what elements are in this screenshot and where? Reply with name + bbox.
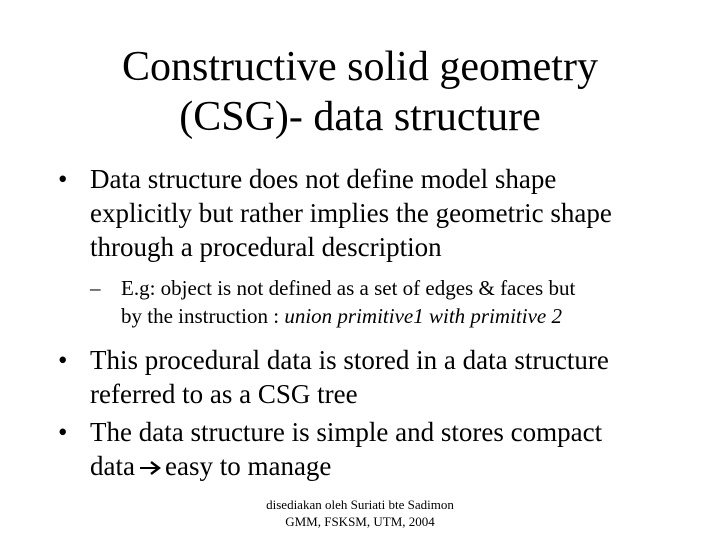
bullet-marker: •: [58, 164, 68, 194]
bullet-marker: •: [58, 417, 68, 447]
bullet-text-line: explicitly but rather implies the geometric shape: [90, 198, 612, 228]
bullet-simple-compact: [58, 415, 708, 486]
slide-content: [58, 162, 708, 486]
bullet-procedural-description: [58, 162, 708, 264]
bullet-text-line: [90, 449, 708, 486]
slide-footer: [0, 496, 720, 530]
bullet-marker: •: [58, 345, 68, 375]
bullet-text-line: This procedural data is stored in a data structure: [90, 345, 609, 375]
footer-affiliation: GMM, FSKSM, UTM, 2004: [285, 514, 435, 529]
bullet-text-line: The data structure is simple and stores compact: [90, 417, 603, 447]
bullet-text-line: referred to as a CSG tree: [90, 379, 358, 409]
slide-title: [0, 42, 720, 142]
sub-bullet-text-line: [121, 302, 708, 330]
sub-bullet-example: [90, 274, 708, 330]
sub-bullet-text-prefix: by the instruction :: [121, 304, 285, 328]
csg-instruction: union primitive1 with primitive 2: [284, 304, 562, 328]
slide-title-line-1: Constructive solid geometry: [122, 44, 598, 90]
bullet-text-after-arrow: easy to manage: [164, 451, 332, 481]
bullet-csg-tree: [58, 343, 708, 411]
right-arrow-icon: [139, 450, 161, 484]
bullet-text-line: Data structure does not define model shape: [90, 164, 557, 194]
sub-bullet-text-line: E.g: object is not defined as a set of edges & faces but: [121, 276, 576, 300]
sub-bullet-marker: –: [90, 276, 101, 300]
slide-title-line-2: (CSG)- data structure: [179, 94, 541, 140]
footer-author: disediakan oleh Suriati bte Sadimon: [266, 497, 454, 512]
bullet-text-before-arrow: data: [90, 451, 135, 481]
bullet-text-line: through a procedural description: [90, 232, 442, 262]
